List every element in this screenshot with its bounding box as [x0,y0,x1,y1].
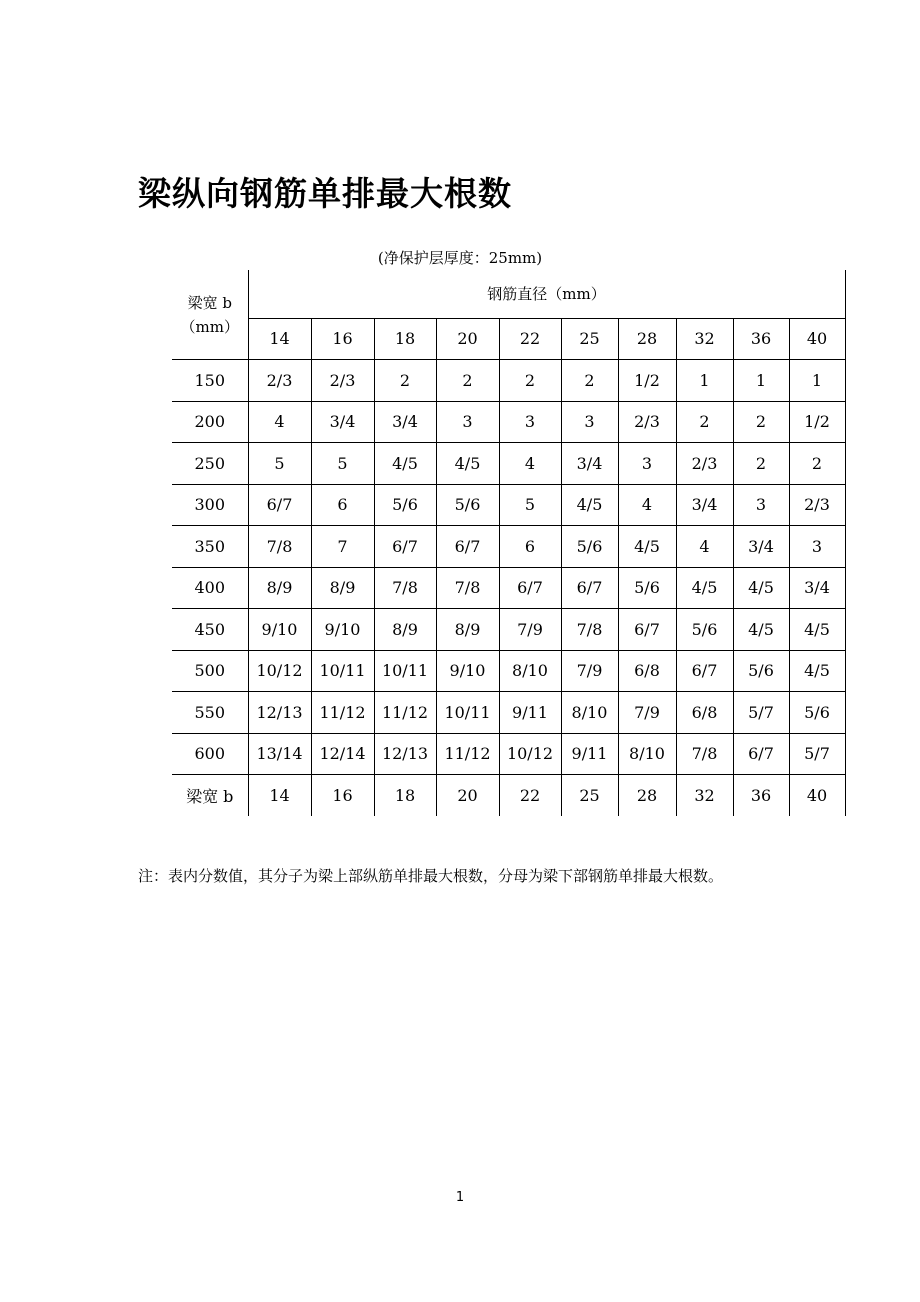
count-cell: 5/7 [789,733,845,775]
table-row [172,360,845,402]
table-row [172,567,845,609]
count-cell: 4/5 [789,609,845,651]
count-cell: 12/13 [248,692,311,734]
count-cell: 6/7 [561,567,618,609]
footnote: 注：表内分数值，其分子为梁上部纵筋单排最大根数，分母为梁下部钢筋单排最大根数。 [138,867,724,885]
count-cell: 7/9 [618,692,676,734]
count-cell: 5/7 [733,692,789,734]
header-row [172,270,845,318]
count-cell: 5 [248,443,311,485]
count-cell: 2 [436,360,499,402]
footer-diameter-cell: 36 [733,775,789,817]
count-cell: 2/3 [676,443,733,485]
count-cell: 4/5 [733,567,789,609]
beam-width-cell: 600 [172,733,248,775]
diameter-cell: 22 [499,318,561,360]
count-cell: 4/5 [436,443,499,485]
diameter-cell: 25 [561,318,618,360]
count-cell: 2 [499,360,561,402]
count-cell: 5/6 [733,650,789,692]
count-cell: 8/9 [374,609,436,651]
footer-diameter-cell: 20 [436,775,499,817]
count-cell: 6/7 [248,484,311,526]
footer-diameter-cell: 18 [374,775,436,817]
count-cell: 9/11 [561,733,618,775]
footer-diameter-cell: 40 [789,775,845,817]
count-cell: 5/6 [618,567,676,609]
table-row [172,526,845,568]
count-cell: 2 [561,360,618,402]
beam-width-cell: 350 [172,526,248,568]
count-cell: 3 [789,526,845,568]
count-cell: 6 [311,484,374,526]
count-cell: 3/4 [733,526,789,568]
count-cell: 8/9 [436,609,499,651]
count-cell: 7/8 [374,567,436,609]
count-cell: 2 [733,443,789,485]
count-cell: 5 [499,484,561,526]
count-cell: 6/7 [733,733,789,775]
count-cell: 5/6 [676,609,733,651]
count-cell: 2 [676,401,733,443]
count-cell: 1 [676,360,733,402]
count-cell: 4/5 [618,526,676,568]
count-cell: 4 [499,443,561,485]
table-row [172,733,845,775]
beam-width-cell: 500 [172,650,248,692]
count-cell: 4/5 [561,484,618,526]
page-number: 1 [455,1190,465,1205]
subtitle [0,247,920,268]
count-cell: 3/4 [561,443,618,485]
table-row [172,609,845,651]
count-cell: 3/4 [374,401,436,443]
count-cell: 8/9 [248,567,311,609]
count-cell: 8/10 [618,733,676,775]
count-cell: 4/5 [676,567,733,609]
beam-width-cell: 250 [172,443,248,485]
beam-width-cell: 200 [172,401,248,443]
diameter-cell: 20 [436,318,499,360]
count-cell: 10/12 [499,733,561,775]
diameter-cell: 14 [248,318,311,360]
diameter-header: 钢筋直径（mm） [248,270,845,318]
count-cell: 4 [248,401,311,443]
count-cell: 2/3 [248,360,311,402]
count-cell: 7/8 [248,526,311,568]
count-cell: 11/12 [311,692,374,734]
count-cell: 7 [311,526,374,568]
footer-diameter-cell: 14 [248,775,311,817]
count-cell: 7/9 [561,650,618,692]
diameter-cell: 28 [618,318,676,360]
count-cell: 4/5 [789,650,845,692]
count-cell: 2/3 [618,401,676,443]
count-cell: 12/14 [311,733,374,775]
count-cell: 1 [789,360,845,402]
count-cell: 5/6 [789,692,845,734]
count-cell: 6/8 [618,650,676,692]
count-cell: 2/3 [311,360,374,402]
page-title: 梁纵向钢筋单排最大根数 [138,174,512,213]
count-cell: 3/4 [676,484,733,526]
count-cell: 3 [618,443,676,485]
beam-width-header-unit: （mm） [180,317,239,336]
footer-row [172,775,845,817]
count-cell: 10/12 [248,650,311,692]
count-cell: 11/12 [436,733,499,775]
diameter-cell: 32 [676,318,733,360]
count-cell: 12/13 [374,733,436,775]
count-cell: 9/10 [436,650,499,692]
count-cell: 7/8 [436,567,499,609]
count-cell: 3 [561,401,618,443]
diameter-cell: 36 [733,318,789,360]
count-cell: 5 [311,443,374,485]
table-row [172,401,845,443]
count-cell: 4/5 [374,443,436,485]
beam-width-header-label: 梁宽 b [187,293,232,312]
count-cell: 1/2 [789,401,845,443]
count-cell: 3 [733,484,789,526]
count-cell: 9/10 [311,609,374,651]
count-cell: 6/7 [436,526,499,568]
footer-diameter-cell: 32 [676,775,733,817]
count-cell: 5/6 [561,526,618,568]
footer-diameter-cell: 25 [561,775,618,817]
table-row [172,692,845,734]
count-cell: 8/9 [311,567,374,609]
count-cell: 6/8 [676,692,733,734]
count-cell: 3 [499,401,561,443]
table-row [172,650,845,692]
count-cell: 4 [676,526,733,568]
beam-width-cell: 150 [172,360,248,402]
beam-width-cell: 300 [172,484,248,526]
diameter-cell: 16 [311,318,374,360]
count-cell: 11/12 [374,692,436,734]
count-cell: 1/2 [618,360,676,402]
table-row [172,484,845,526]
count-cell: 8/10 [499,650,561,692]
count-cell: 4 [618,484,676,526]
beam-width-cell: 400 [172,567,248,609]
count-cell: 10/11 [311,650,374,692]
diameter-row [172,318,845,360]
footer-diameter-cell: 16 [311,775,374,817]
count-cell: 4/5 [733,609,789,651]
beam-width-header [172,270,248,360]
count-cell: 1 [733,360,789,402]
count-cell: 7/8 [676,733,733,775]
count-cell: 9/10 [248,609,311,651]
diameter-cell: 40 [789,318,845,360]
count-cell: 3 [436,401,499,443]
table-row [172,443,845,485]
count-cell: 5/6 [374,484,436,526]
count-cell: 9/11 [499,692,561,734]
diameter-cell: 18 [374,318,436,360]
footer-label: 梁宽 b [172,775,248,817]
beam-width-cell: 450 [172,609,248,651]
rebar-count-table [172,270,846,816]
count-cell: 3/4 [789,567,845,609]
count-cell: 2 [789,443,845,485]
footer-diameter-cell: 28 [618,775,676,817]
cover-thickness-note: (净保护层厚度：25mm) [377,249,543,267]
count-cell: 6/7 [676,650,733,692]
count-cell: 3/4 [311,401,374,443]
count-cell: 6/7 [374,526,436,568]
count-cell: 2 [733,401,789,443]
count-cell: 6/7 [618,609,676,651]
count-cell: 2 [374,360,436,402]
count-cell: 10/11 [374,650,436,692]
count-cell: 6/7 [499,567,561,609]
count-cell: 10/11 [436,692,499,734]
count-cell: 6 [499,526,561,568]
count-cell: 2/3 [789,484,845,526]
count-cell: 8/10 [561,692,618,734]
footer-diameter-cell: 22 [499,775,561,817]
count-cell: 7/8 [561,609,618,651]
count-cell: 13/14 [248,733,311,775]
count-cell: 5/6 [436,484,499,526]
count-cell: 7/9 [499,609,561,651]
beam-width-cell: 550 [172,692,248,734]
